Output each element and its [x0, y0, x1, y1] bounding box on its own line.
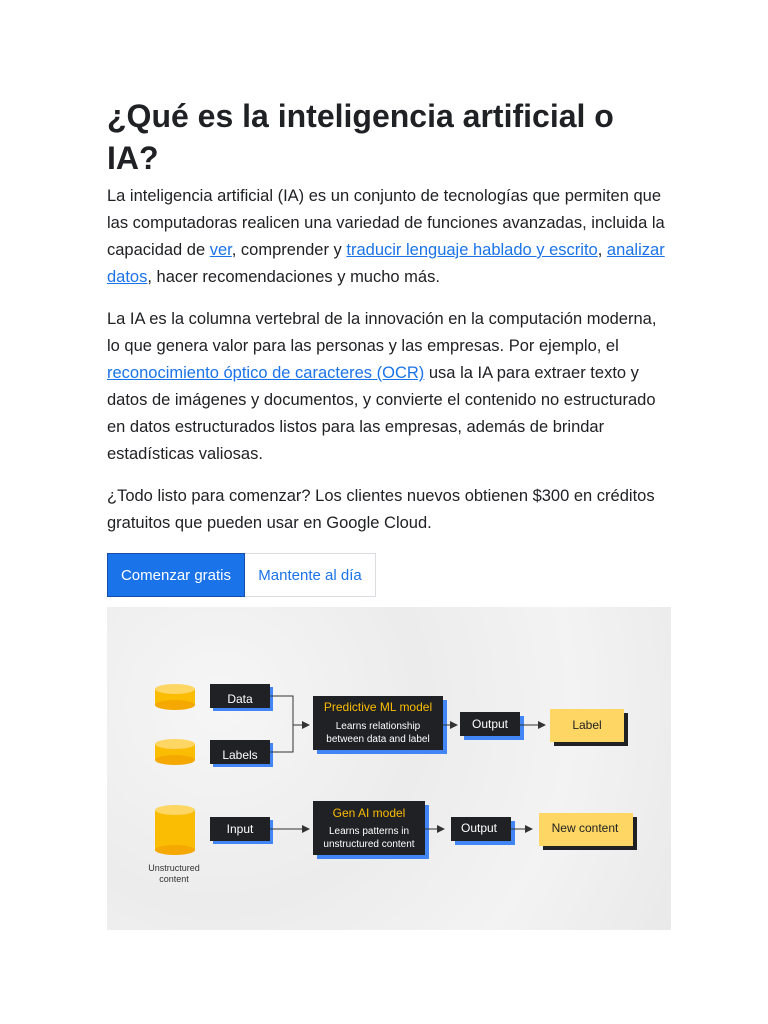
text-segment: La IA es la columna vertebral de la innovación en la computación moderna, lo que genera valor para las personas y las empresas. Por ejemplo, el: [107, 310, 657, 355]
database-icon-input: [155, 805, 195, 855]
gen-ai-model-line1: Learns patterns in: [328, 826, 410, 837]
predictive-model-line1: Learns relationship: [335, 721, 421, 732]
link-ocr[interactable]: reconocimiento óptico de caracteres (OCR): [107, 364, 425, 382]
predictive-ml-model-box: [313, 696, 447, 754]
label-result-text: Label: [572, 718, 602, 733]
stay-updated-button[interactable]: Mantente al día: [245, 553, 376, 597]
input-label: Input: [226, 822, 254, 837]
text-segment: ,: [597, 241, 607, 259]
gen-ai-model-line2: unstructured content: [323, 839, 415, 850]
new-content-result-text: New content: [551, 821, 619, 836]
page-title: ¿Qué es la inteligencia artificial o IA?: [107, 98, 614, 176]
link-traducir[interactable]: traducir lenguaje hablado y escrito: [346, 241, 598, 259]
output-box-2: [451, 817, 515, 845]
start-free-button[interactable]: Comenzar gratis: [107, 553, 245, 597]
cta-paragraph: ¿Todo listo para comenzar? Los clientes nuevos obtienen $300 en créditos gratuitos que pueden usar en Google Cloud.: [107, 487, 655, 532]
output-label-1: Output: [471, 717, 509, 732]
data-label: Data: [227, 692, 253, 707]
database-icon-labels: [155, 739, 195, 765]
link-ver[interactable]: ver: [209, 241, 232, 259]
input-box: [210, 817, 273, 844]
gen-ai-model-title: Gen AI model: [332, 806, 406, 820]
article: [107, 95, 667, 597]
text-segment: , comprender y: [231, 241, 347, 259]
label-result-box: [550, 709, 628, 746]
new-content-result-box: [539, 813, 637, 850]
unstructured-caption-line2: content: [159, 874, 189, 884]
ocr-paragraph: [107, 306, 667, 468]
diagram-svg: [107, 607, 671, 930]
link-analizar-datos[interactable]: analizar datos: [107, 241, 665, 286]
database-icon-data: [155, 684, 195, 710]
labels-box: [210, 740, 273, 767]
data-box: [210, 684, 273, 711]
text-segment: usa la IA para extraer texto y datos de imágenes y documentos, y convierte el contenido no estructurado en datos estructurados listos para las empresas, además de brindar estadísticas valiosas.: [107, 364, 656, 463]
output-box-1: [460, 712, 524, 740]
cta-buttons: [107, 553, 667, 597]
output-label-2: Output: [460, 821, 498, 836]
text-segment: La inteligencia artificial (IA) es un conjunto de tecnologías que permiten que las computadoras realicen una variedad de funciones avanzadas, incluida la capacidad de: [107, 187, 665, 259]
predictive-model-title: Predictive ML model: [323, 700, 433, 714]
intro-paragraph: [107, 183, 667, 291]
gen-ai-model-box: [313, 801, 429, 859]
connector: [270, 696, 293, 752]
labels-label: Labels: [222, 748, 258, 763]
ml-vs-genai-diagram: [107, 607, 671, 930]
unstructured-caption-line1: Unstructured: [148, 863, 200, 873]
predictive-model-line2: between data and label: [326, 734, 430, 745]
text-segment: , hacer recomendaciones y mucho más.: [147, 268, 440, 286]
